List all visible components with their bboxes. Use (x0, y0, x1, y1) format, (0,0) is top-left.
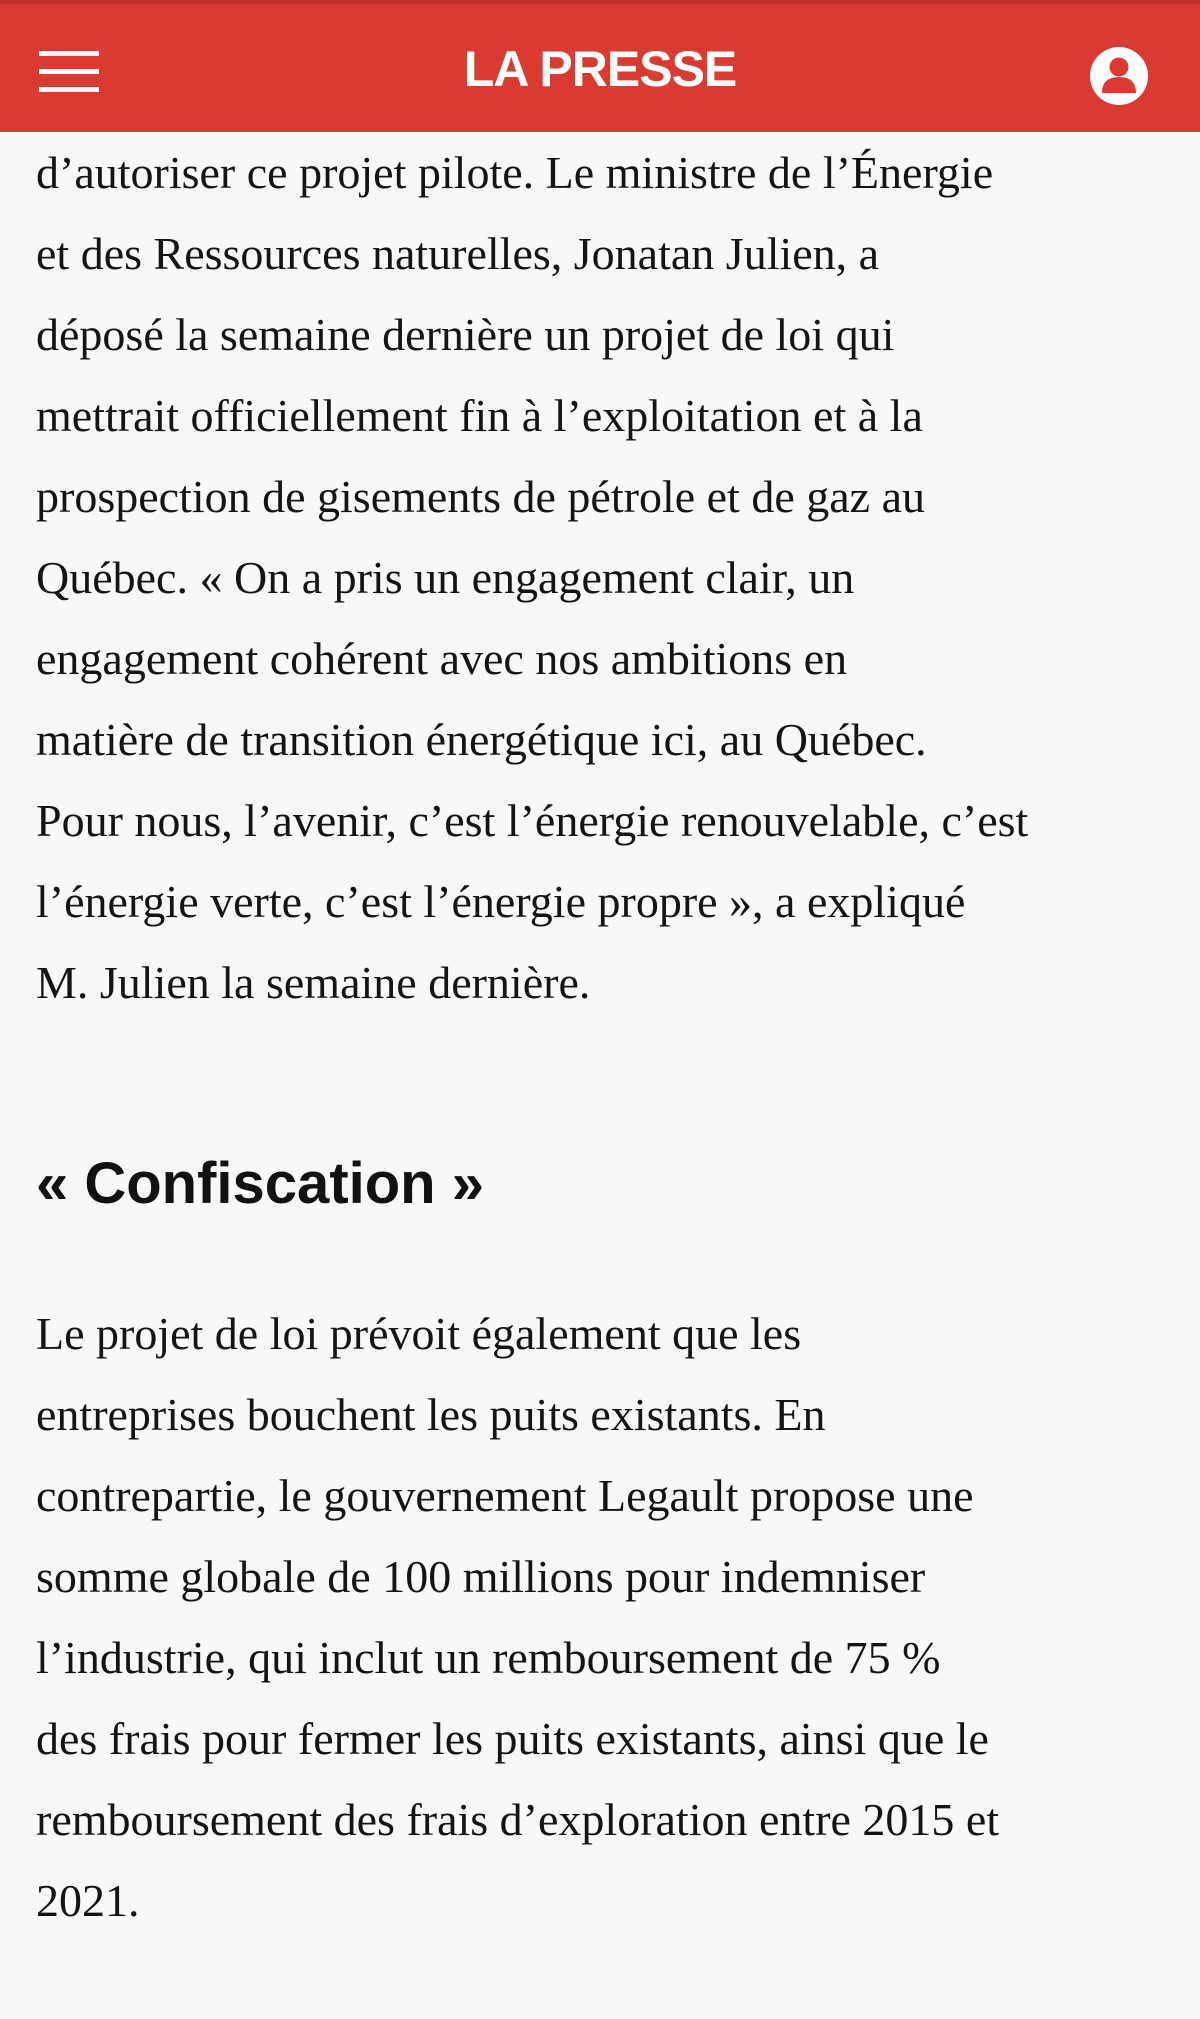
text-line: 2021. (36, 1875, 140, 1926)
menu-button[interactable] (30, 39, 108, 105)
article-paragraph-1 (36, 132, 1166, 1023)
text-line: contrepartie, le gouvernement Legault propose une (36, 1470, 974, 1521)
site-logo[interactable]: LA PRESSE (463, 41, 737, 97)
section-heading: « Confiscation » (36, 1151, 484, 1216)
text-line: Le projet de loi prévoit également que les (36, 1308, 802, 1359)
text-line: l’industrie, qui inclut un remboursement de 75 % (36, 1632, 941, 1683)
site-header (0, 4, 1200, 132)
text-line: des frais pour fermer les puits existants, ainsi que le (36, 1713, 989, 1764)
text-line: et des Ressources naturelles, Jonatan Julien, a (36, 228, 880, 279)
text-line: remboursement des frais d’exploration entre 2015 et (36, 1794, 1000, 1845)
user-account-icon (1089, 46, 1149, 106)
text-line: d’autoriser ce projet pilote. Le ministre de l’Énergie (36, 147, 994, 198)
text-line: Pour nous, l’avenir, c’est l’énergie renouvelable, c’est (36, 795, 1029, 846)
text-line: M. Julien la semaine dernière. (36, 957, 591, 1008)
text-line: matière de transition énergétique ici, au Québec. (36, 714, 927, 765)
article-paragraph-2 (36, 1293, 1166, 1941)
text-line: mettrait officiellement fin à l’exploitation et à la (36, 390, 923, 441)
text-line: l’énergie verte, c’est l’énergie propre », a expliqué (36, 876, 966, 927)
text-line: entreprises bouchent les puits existants. En (36, 1389, 826, 1440)
text-line: somme globale de 100 millions pour indemniser (36, 1551, 926, 1602)
text-line: engagement cohérent avec nos ambitions en (36, 633, 848, 684)
text-line: Québec. « On a pris un engagement clair, un (36, 552, 855, 603)
account-button[interactable] (1080, 40, 1158, 110)
text-line: déposé la semaine dernière un projet de loi qui (36, 309, 895, 360)
hamburger-menu-icon (39, 51, 99, 93)
text-line: prospection de gisements de pétrole et de gaz au (36, 471, 926, 522)
